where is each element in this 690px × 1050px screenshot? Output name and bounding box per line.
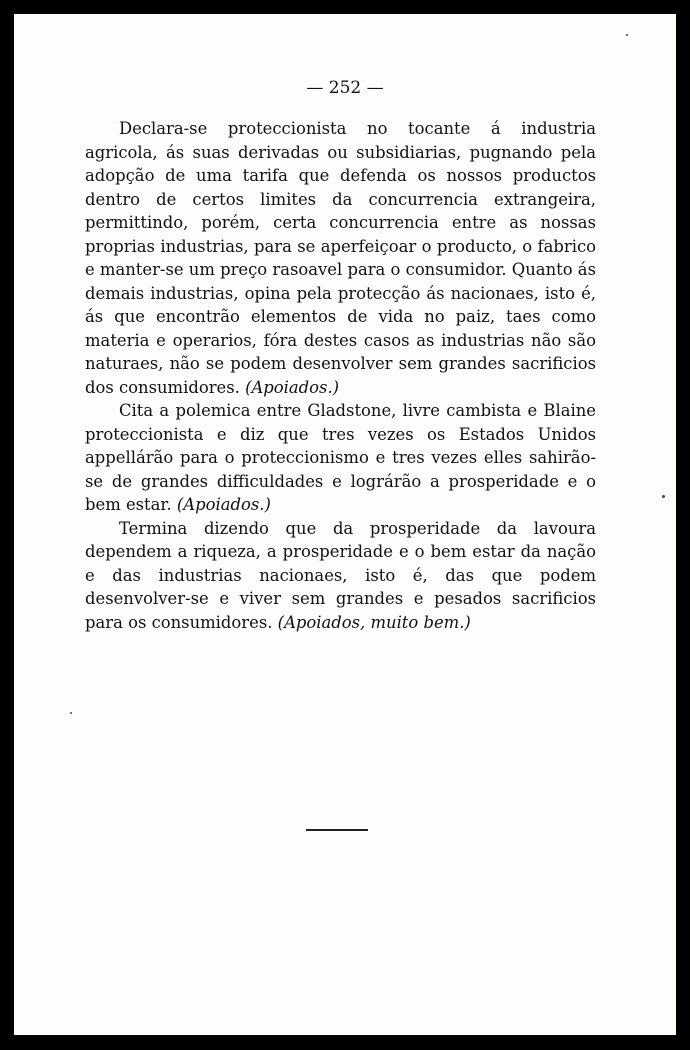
page-number: — 252 — xyxy=(306,78,384,98)
paragraph xyxy=(85,517,596,635)
page-body xyxy=(85,117,596,634)
paragraph xyxy=(85,117,596,399)
end-rule xyxy=(306,829,368,831)
paragraph-text: Termina dizendo que da prosperidade da lavoura dependem a riqueza, a prosperidade e o bem estar da nação e das industrias nacionaes, isto é, das que podem desenvolver-se e viver sem grandes e pesados sacrificios para os consumidores. xyxy=(85,518,596,632)
paragraph-aside: (Apoiados.) xyxy=(245,377,340,397)
paragraph xyxy=(85,399,596,517)
paragraph-aside: (Apoiados, muito bem.) xyxy=(277,612,471,632)
print-speck xyxy=(662,495,665,498)
paragraph-text: Cita a polemica entre Gladstone, livre cambista e Blaine proteccionista e diz que tres vezes os Estados Unidos appellárão para o proteccionismo e tres vezes elles sahirão-se de grandes difficuldades e lográrão a prosperidade e o bem estar. xyxy=(85,401,596,514)
book-page xyxy=(14,14,676,1035)
paragraph-aside: (Apoiados.) xyxy=(176,495,271,514)
print-speck xyxy=(626,34,628,36)
print-speck xyxy=(70,712,72,714)
paragraph-text: Declara-se proteccionista no tocante á industria agricola, ás suas derivadas ou subsidiarias, pugnando pela adopção de uma tarifa que defenda os nossos productos dentro de certos limites da concurrencia extrangeira, permittindo, porém, certa concurrencia entre as nossas proprias industrias, para se aperfeiçoar o producto, o fabrico e manter-se um preço rasoavel para o consumidor. Quanto ás demais industrias, opina pela protecção ás nacionaes, isto é, ás que encontrão elementos de vida no paiz, taes como materia e operarios, fóra destes casos as industrias não são naturaes, não se podem desenvolver sem grandes sacrificios dos consumidores. xyxy=(85,119,596,397)
